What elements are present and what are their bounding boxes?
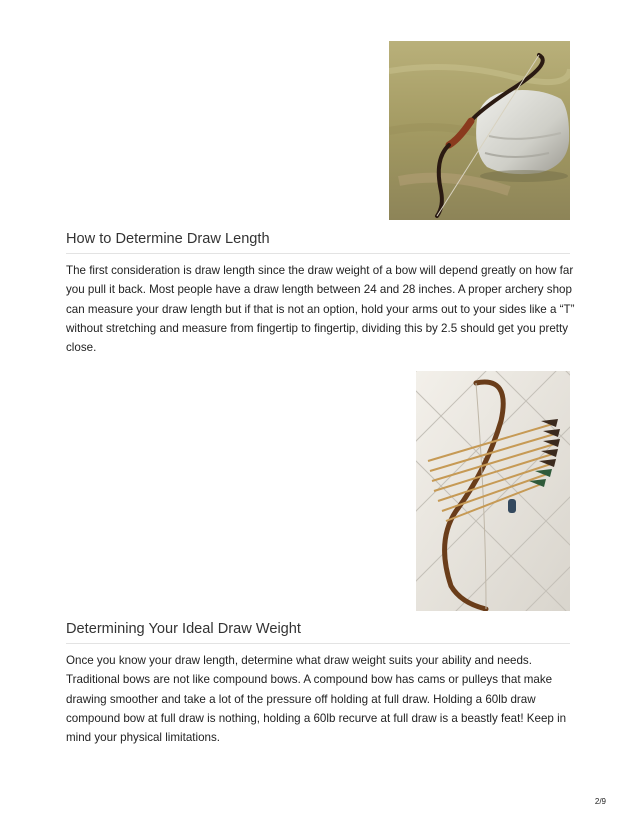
- section-heading-draw-length: How to Determine Draw Length: [66, 231, 270, 247]
- section-divider: [66, 643, 570, 644]
- bow-and-arrows-photo: [416, 371, 570, 611]
- page-number: 2/9: [594, 797, 606, 806]
- section-heading-draw-weight: Determining Your Ideal Draw Weight: [66, 621, 301, 637]
- section-divider: [66, 253, 570, 254]
- section-body-draw-weight: Once you know your draw length, determine what draw weight suits your ability and needs. Traditional bows are not like compound bows. A compound bow has cams or pulleys that make drawing smoother and take a lot of the pressure off holding at full draw. Holding a 60lb draw compound bow at full draw is nothing, holding a 60lb recurve at full draw is a beastly feat! Keep in mind your physical limitations.: [66, 654, 567, 745]
- section-body-draw-length: The first consideration is draw length since the draw weight of a bow will depend greatly on how far you pull it back. Most people have a draw length between 24 and 28 inches. A proper archery shop can measure your draw length but if that is not an option, hold your arms out to your sides like a “T” without stretching and measure from fingertip to fingertip, dividing this by 2.5 should get you pretty close.: [66, 264, 575, 355]
- bow-on-rock-photo: [389, 41, 570, 220]
